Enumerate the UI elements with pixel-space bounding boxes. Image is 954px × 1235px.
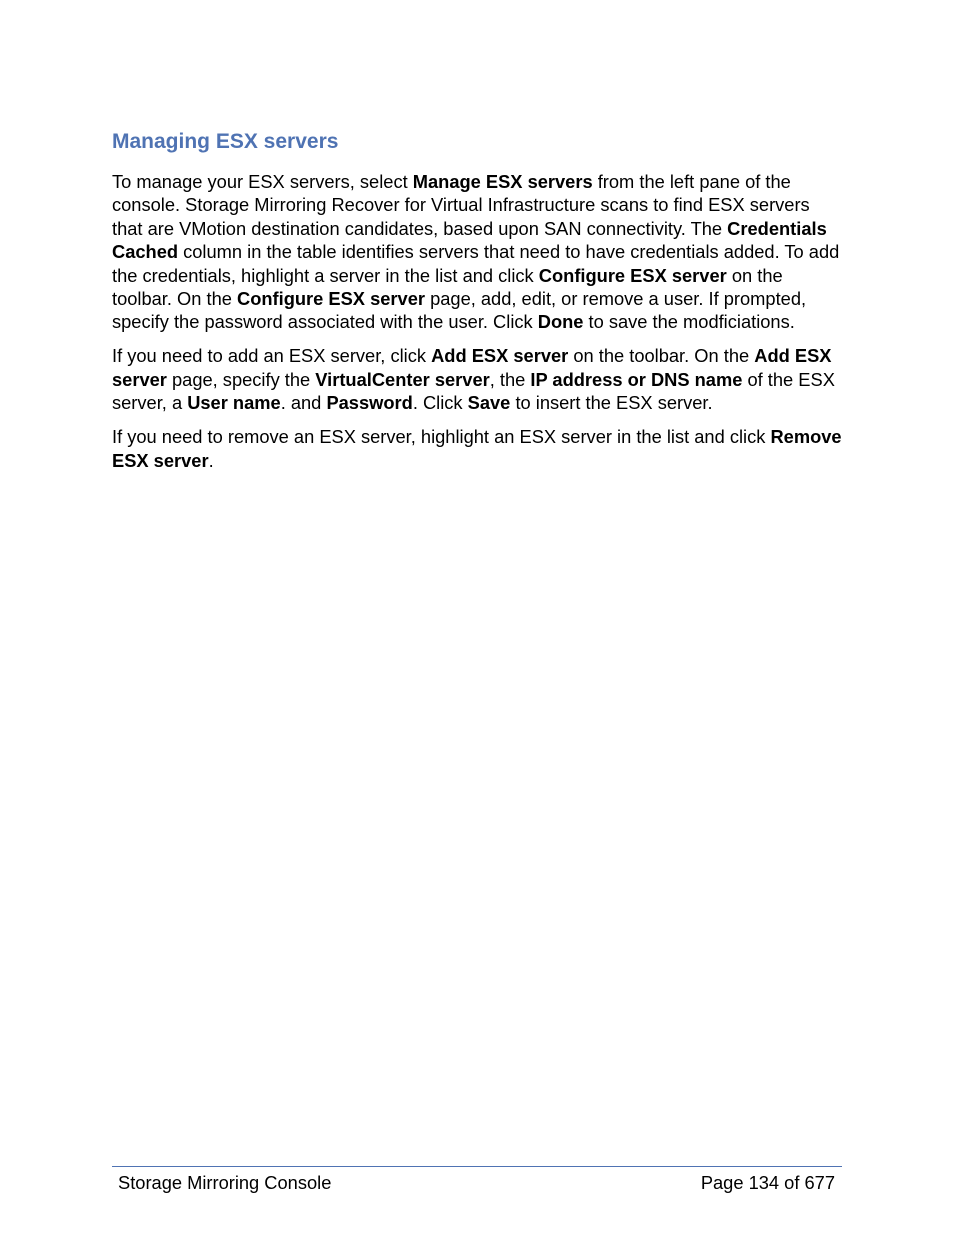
footer-title: Storage Mirroring Console [118, 1172, 332, 1193]
body-text [112, 170, 842, 483]
text-run: If you need to add an ESX server, click [112, 345, 432, 367]
text-run: To manage your ESX servers, select [112, 171, 413, 192]
text-run: . and [280, 392, 327, 414]
paragraph [112, 425, 842, 472]
bold-term: Save [467, 392, 511, 414]
bold-term: Configure ESX server [538, 264, 727, 286]
text-run: . [208, 449, 214, 471]
text-run: page, add, edit, or remove a user. If prompted, specify the password associated with the user. Click [112, 288, 807, 333]
bold-term: Configure ESX server [237, 288, 425, 310]
bold-term: User name [187, 392, 281, 414]
text-run: page, specify the [166, 368, 316, 390]
text-run: on the toolbar. On the [568, 345, 755, 367]
bold-term: Add ESX server [112, 345, 832, 390]
text-run: column in the table identifies servers that need to have credentials added. To add the credentials, highlight a server in the list and click [112, 241, 840, 286]
text-run: on the toolbar. On the [112, 264, 783, 310]
text-run: of the ESX server, a [112, 368, 835, 414]
footer-divider [112, 1166, 842, 1167]
text-run: If you need to remove an ESX server, highlight an ESX server in the list and click [112, 426, 771, 448]
bold-term: Add ESX server [431, 345, 569, 367]
bold-term: IP address or DNS name [530, 368, 743, 390]
bold-term: Password [326, 392, 413, 414]
text-run: to save the modficiations. [583, 311, 795, 333]
paragraph [112, 344, 842, 414]
text-run: from the left pane of the console. Storage Mirroring Recover for Virtual Infrastructure scans to find ESX servers that are VMotion destination candidates, based upon SAN connectivity. The [112, 171, 810, 239]
page-number: Page 134 of 677 [700, 1172, 835, 1193]
bold-term: VirtualCenter server [315, 368, 490, 390]
section-heading: Managing ESX servers [112, 130, 339, 153]
text-run: . Click [412, 392, 468, 414]
bold-term: Remove ESX server [112, 426, 842, 471]
bold-term: Credentials Cached [112, 217, 827, 263]
text-run: to insert the ESX server. [510, 392, 713, 414]
paragraph [112, 170, 842, 334]
bold-term: Manage ESX servers [412, 171, 593, 192]
text-run: , the [489, 368, 531, 390]
bold-term: Done [537, 311, 584, 333]
